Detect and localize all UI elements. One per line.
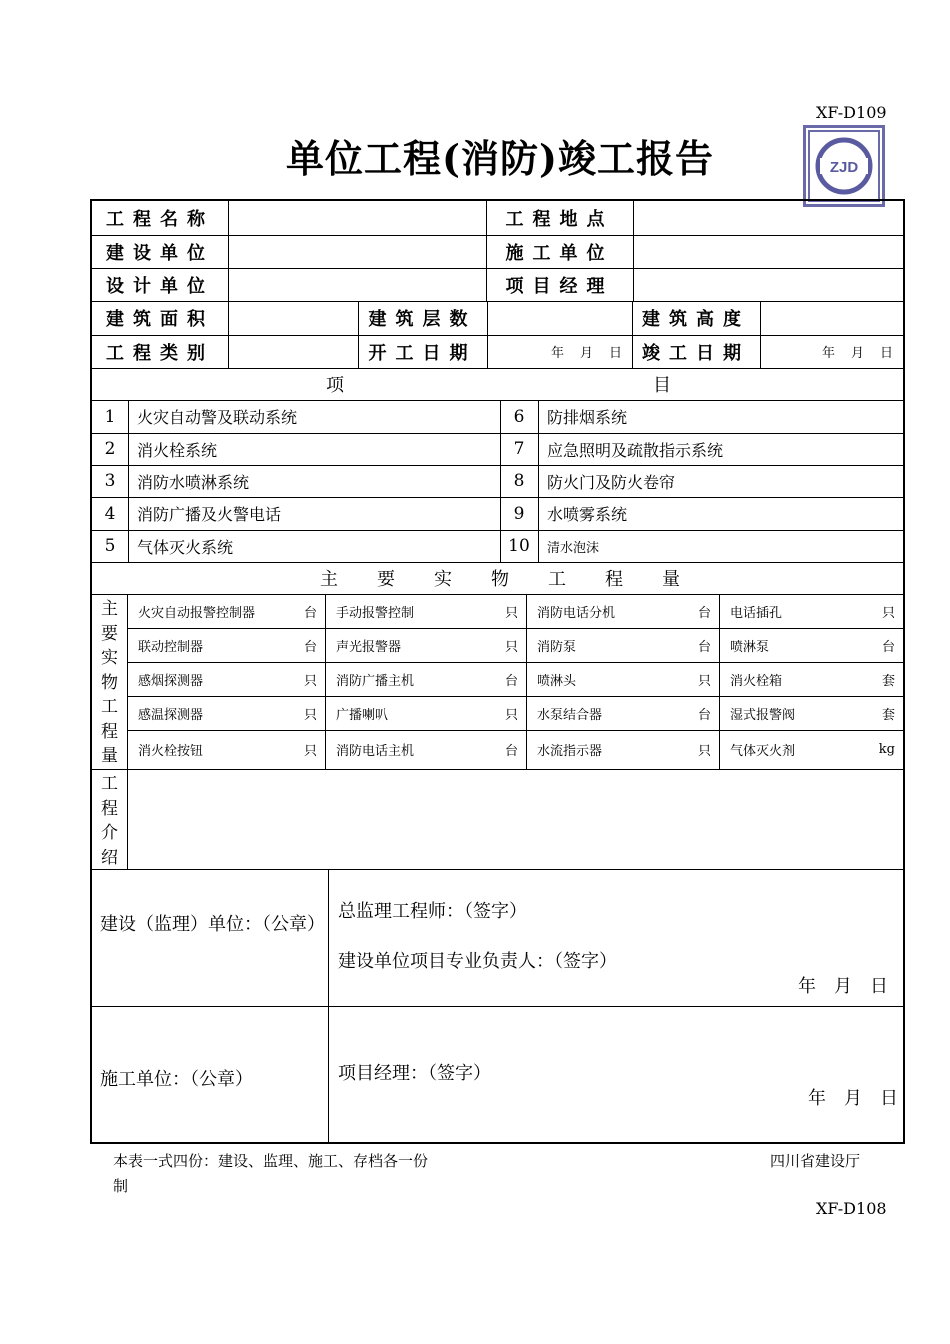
item-no: 7 xyxy=(513,439,525,459)
item-name: 防火门及防火卷帘 xyxy=(547,472,676,492)
project-category-field[interactable] xyxy=(229,335,358,368)
sign1-unit-leader: 建设单位项目专业负责人：（签字） xyxy=(338,951,617,972)
item-no: 3 xyxy=(104,471,116,491)
sign1-date: 年 月 日 xyxy=(798,976,888,997)
form-code-top: XF-D109 xyxy=(816,103,887,122)
page-title: 单位工程(消防)竣工报告 xyxy=(286,136,714,181)
item-name: 消防水喷淋系统 xyxy=(137,472,250,492)
quantity-header-char: 程 xyxy=(605,569,623,590)
material-cell: 气体灭火剂 kg xyxy=(730,742,895,759)
material-cell: 消防电话分机 台 xyxy=(537,605,711,621)
material-cell: 喷淋泵 台 xyxy=(730,639,895,655)
quantity-header-char: 主 xyxy=(320,569,338,590)
item-name: 火灾自动警及联动系统 xyxy=(137,408,298,427)
label-building-area: 建筑面积 xyxy=(106,309,214,330)
label-project-manager: 项目经理 xyxy=(505,275,614,297)
start-date-year: 年 xyxy=(550,346,564,361)
construction-unit-field[interactable] xyxy=(229,235,486,268)
material-cell: 喷淋头 只 xyxy=(537,673,711,689)
label-project-category: 工程类别 xyxy=(106,342,214,364)
label-building-height: 建筑高度 xyxy=(642,309,750,330)
label-construction-unit: 建设单位 xyxy=(106,242,214,264)
report-form xyxy=(90,199,905,1144)
item-no: 2 xyxy=(104,439,116,459)
material-cell: 联动控制器 台 xyxy=(138,639,317,655)
building-height-field[interactable] xyxy=(761,301,903,335)
building-floors-field[interactable] xyxy=(488,301,632,335)
footer-issuer: 四川省建设厅 xyxy=(770,1152,861,1170)
material-cell: 消防泵 台 xyxy=(537,639,711,655)
quantity-header-char: 量 xyxy=(662,569,680,590)
builder-unit-field[interactable] xyxy=(634,235,903,268)
material-cell: 感烟探测器 只 xyxy=(138,673,317,689)
design-unit-field[interactable] xyxy=(229,268,486,301)
item-no: 8 xyxy=(513,471,525,491)
material-cell: 水泵结合器 台 xyxy=(537,707,711,723)
sign2-date: 年 月 日 xyxy=(808,1088,898,1109)
label-completion-date: 竣工日期 xyxy=(642,342,750,364)
material-cell: 手动报警控制 只 xyxy=(336,605,518,621)
item-name: 水喷雾系统 xyxy=(547,505,628,524)
sign2-project-manager: 项目经理：（签字） xyxy=(338,1063,491,1084)
label-project-name: 工程名称 xyxy=(106,209,214,230)
label-design-unit: 设计单位 xyxy=(106,275,214,297)
item-no: 10 xyxy=(508,536,530,556)
material-cell: 消防广播主机 台 xyxy=(336,673,518,689)
material-cell: 水流指示器 只 xyxy=(537,744,711,759)
item-name: 气体灭火系统 xyxy=(137,537,234,557)
items-header-left: 项 xyxy=(326,375,344,396)
zjd-logo-icon xyxy=(806,128,882,204)
items-header-right: 目 xyxy=(653,375,671,396)
completion-date-field[interactable] xyxy=(761,335,903,368)
footer-note: 本表一式四份：建设、监理、施工、存档各一份 xyxy=(113,1152,429,1170)
material-cell: 电话插孔 只 xyxy=(730,605,895,621)
form-code-bottom: XF-D108 xyxy=(816,1199,887,1218)
quantity-header-char: 实 xyxy=(434,569,452,590)
completion-date-year: 年 xyxy=(821,346,835,361)
item-no: 5 xyxy=(104,536,116,556)
item-no: 6 xyxy=(513,406,525,427)
project-manager-field[interactable] xyxy=(634,268,903,301)
item-no: 9 xyxy=(513,503,525,524)
start-date-month: 月 xyxy=(579,346,593,361)
material-cell: 感温探测器 只 xyxy=(138,707,317,723)
building-area-field[interactable] xyxy=(229,301,358,335)
item-name: 防排烟系统 xyxy=(547,408,628,427)
material-cell: 广播喇叭 只 xyxy=(336,707,518,723)
label-project-site: 工程地点 xyxy=(505,209,614,230)
quantity-header-char: 物 xyxy=(491,569,509,590)
quantity-header-char: 要 xyxy=(377,569,395,590)
sign1-unit-seal: 建设（监理）单位：（公章） xyxy=(100,914,325,935)
quantity-header-char: 工 xyxy=(548,569,566,590)
start-date-day: 日 xyxy=(608,346,622,361)
project-site-field[interactable] xyxy=(634,201,903,235)
sign2-unit-seal: 施工单位：（公章） xyxy=(100,1069,253,1090)
label-builder-unit: 施工单位 xyxy=(505,242,614,264)
material-cell: 消火栓按钮 只 xyxy=(138,744,317,759)
start-date-field[interactable] xyxy=(488,335,632,368)
item-name: 应急照明及疏散指示系统 xyxy=(547,440,724,460)
project-intro-field[interactable] xyxy=(128,770,903,869)
material-cell: 消防电话主机 台 xyxy=(336,744,518,759)
label-start-date: 开工日期 xyxy=(368,342,477,364)
item-name: 消火栓系统 xyxy=(137,440,218,460)
project-name-field[interactable] xyxy=(229,201,486,235)
completion-date-month: 月 xyxy=(850,346,864,361)
item-name: 清水泡沫 xyxy=(547,540,600,556)
svg-text:ZJD: ZJD xyxy=(829,159,859,176)
item-no: 1 xyxy=(104,406,116,427)
quantity-side-label: 主 要 实 物 工 程 量 xyxy=(101,599,118,766)
footer-issuer-suffix: 制 xyxy=(113,1177,129,1195)
item-name: 消防广播及火警电话 xyxy=(137,505,282,524)
material-cell: 消火栓箱 套 xyxy=(730,673,895,689)
item-no: 4 xyxy=(104,503,116,524)
material-cell: 声光报警器 只 xyxy=(336,639,518,655)
intro-side-label: 工 程 介 绍 xyxy=(101,774,118,868)
sign1-chief-supervisor: 总监理工程师：（签字） xyxy=(338,901,527,922)
zjd-logo xyxy=(803,125,885,207)
completion-date-day: 日 xyxy=(879,346,893,361)
material-cell: 火灾自动报警控制器 台 xyxy=(138,605,317,621)
label-building-floors: 建筑层数 xyxy=(368,309,477,330)
material-cell: 湿式报警阀 套 xyxy=(730,707,895,723)
